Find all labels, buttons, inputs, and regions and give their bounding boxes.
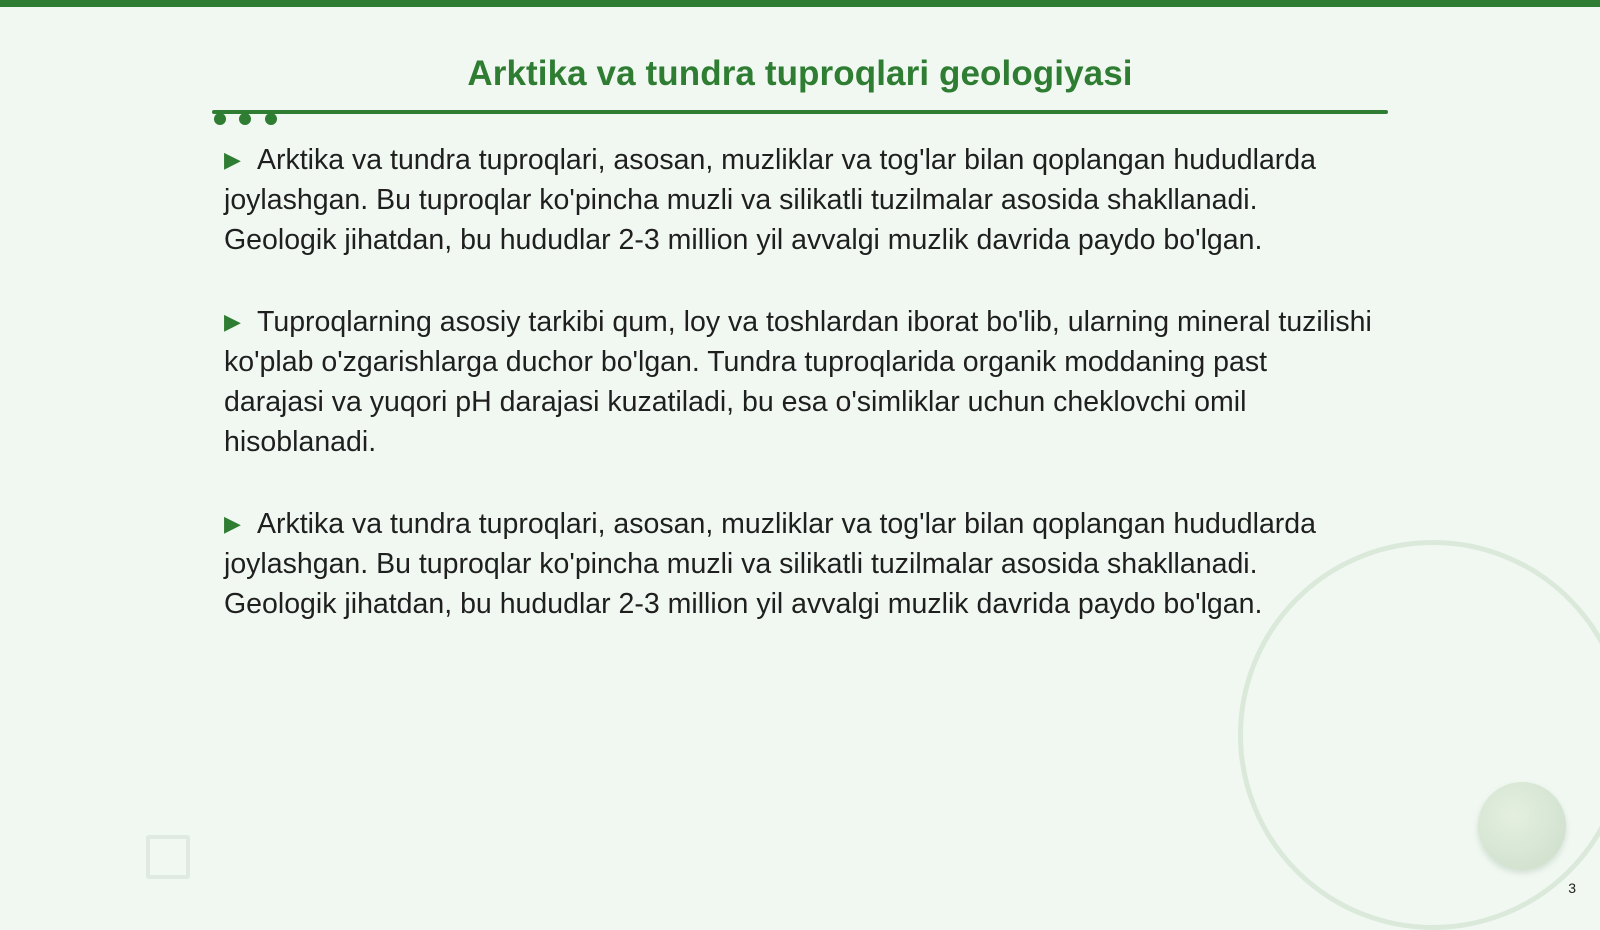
- decorative-circle: [1478, 782, 1566, 870]
- bullet-text: Arktika va tundra tuproqlari, asosan, muzliklar va tog'lar bilan qoplangan hududlarda joylashgan. Bu tuproqlar ko'pincha muzli va silikatli tuzilmalar asosida shakllanadi. Geologik jihatdan, bu hududlar 2-3 million yil avvalgi muzlik davrida paydo bo'lgan.: [224, 508, 1316, 620]
- page-number: 3: [1568, 880, 1576, 896]
- bullet-paragraph: [224, 504, 1374, 624]
- triangle-bullet-icon: ▶: [224, 511, 241, 536]
- title-underline: [212, 110, 1388, 114]
- triangle-bullet-icon: ▶: [224, 309, 241, 334]
- decorative-square: [146, 835, 190, 879]
- underline-dot: [265, 113, 277, 125]
- bullet-paragraph: [224, 302, 1374, 462]
- underline-dot: [214, 113, 226, 125]
- underline-dot: [239, 113, 251, 125]
- bullet-paragraph: [224, 140, 1374, 260]
- slide-title: Arktika va tundra tuproqlari geologiyasi: [467, 54, 1133, 93]
- bullet-list: [224, 140, 1374, 666]
- bullet-text: Tuproqlarning asosiy tarkibi qum, loy va toshlardan iborat bo'lib, ularning mineral tuzilishi ko'plab o'zgarishlarga duchor bo'lgan. Tundra tuproqlarida organik moddaning past darajasi va yuqori pH darajasi kuzatiladi, bu esa o'simliklar uchun cheklovchi omil hisoblanadi.: [224, 306, 1372, 458]
- top-accent-bar: [0, 0, 1600, 7]
- bullet-text: Arktika va tundra tuproqlari, asosan, muzliklar va tog'lar bilan qoplangan hududlarda joylashgan. Bu tuproqlar ko'pincha muzli va silikatli tuzilmalar asosida shakllanadi. Geologik jihatdan, bu hududlar 2-3 million yil avvalgi muzlik davrida paydo bo'lgan.: [224, 144, 1316, 256]
- triangle-bullet-icon: ▶: [224, 147, 241, 172]
